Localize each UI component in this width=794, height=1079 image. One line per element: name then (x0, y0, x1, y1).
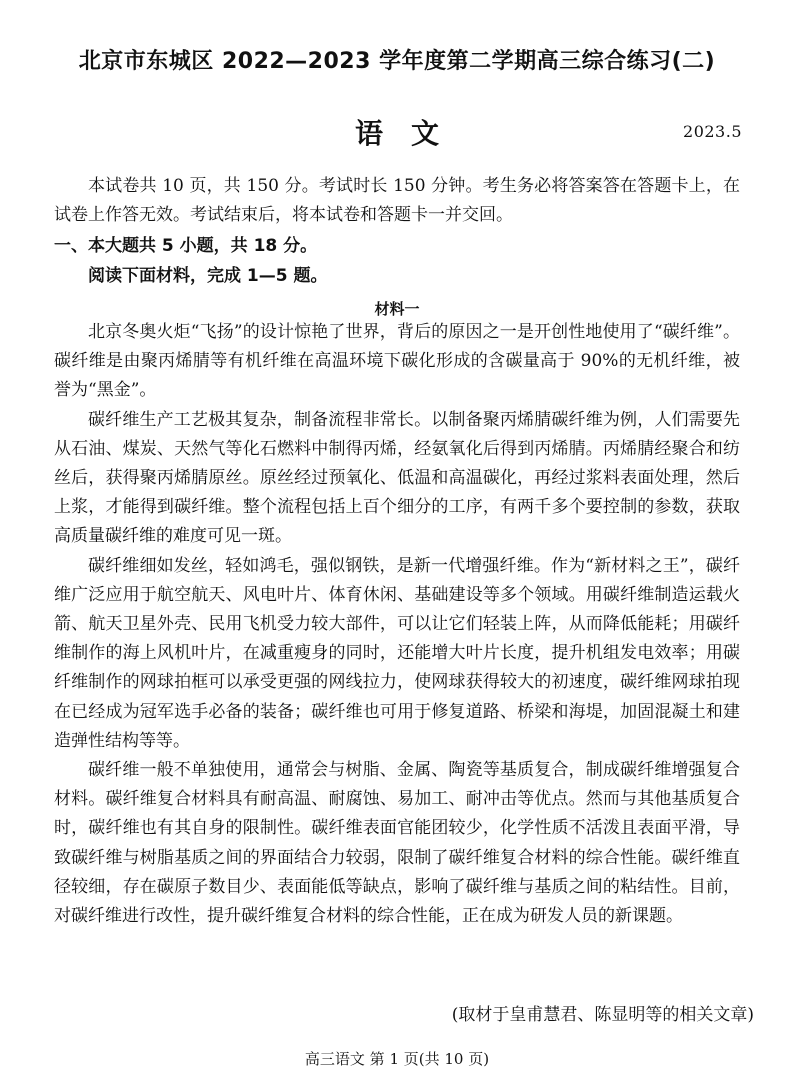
subject-title: 语文 (354, 117, 467, 150)
exam-date: 2023.5 (683, 122, 742, 141)
page-footer: 高三语文 第 1 页(共 10 页) (304, 1050, 490, 1068)
paragraph-4: 碳纤维一般不单独使用，通常会与树脂、金属、陶瓷等基质复合，制成碳纤维增强复合材料。碳纤维复合材料具有耐高温、耐腐蚀、易加工、耐冲击等优点。然而与其他基质复合时，碳纤维也有其自身的限制性。碳纤维表面官能团较少，化学性质不活泼且表面平滑，导致碳纤维与树脂基质之间的界面结合力较弱，限制了碳纤维复合材料的综合性能。碳纤维直径较细，存在碳原子数目少、表面能低等缺点，影响了碳纤维与基质之间的粘结性。目前，对碳纤维进行改性，提升碳纤维复合材料的综合性能，正在成为研发人员的新课题。 (54, 760, 740, 927)
material-body (54, 318, 740, 931)
section-directive: 阅读下面材料，完成 1—5 题。 (88, 266, 328, 286)
exam-title: 北京市东城区 2022—2023 学年度第二学期高三综合练习(二) (78, 49, 716, 74)
paragraph-3: 碳纤维细如发丝，轻如鸿毛，强似钢铁，是新一代增强纤维。作为“新材料之王”，碳纤维广泛应用于航空航天、风电叶片、体育休闲、基础建设等多个领域。用碳纤维制造运载火箭、航天卫星外壳、民用飞机受力较大部件，可以让它们轻装上阵，从而降低能耗；用碳纤维制作的海上风机叶片，在减重瘦身的同时，还能增大叶片长度，提升机组发电效率；用碳纤维制作的网球拍框可以承受更强的网线拉力，使网球获得较大的初速度，碳纤维网球拍现在已经成为冠军选手必备的装备；碳纤维也可用于修复道路、桥梁和海堤，加固混凝土和建造弹性结构等等。 (54, 555, 740, 751)
paragraph-2: 碳纤维生产工艺极其复杂，制备流程非常长。以制备聚丙烯腈碳纤维为例，人们需要先从石油、煤炭、天然气等化石燃料中制得丙烯，经氨氧化后得到丙烯腈。丙烯腈经聚合和纺丝后，获得聚丙烯腈原丝。原丝经过预氧化、低温和高温碳化，再经过浆料表面处理，然后上浆，才能得到碳纤维。整个流程包括上百个细分的工序，有两千多个要控制的参数，获取高质量碳纤维的难度可见一斑。 (54, 409, 740, 547)
source-citation: (取材于皇甫慧君、陈显明等的相关文章) (451, 1005, 754, 1025)
section-heading: 一、本大题共 5 小题，共 18 分。 (54, 236, 318, 256)
instructions: 本试卷共 10 页，共 150 分。考试时长 150 分钟。考生务必将答案答在答题卡上，在试卷上作答无效。考试结束后，将本试卷和答题卡一并交回。 (54, 176, 740, 225)
paragraph-1: 北京冬奥火炬“飞扬”的设计惊艳了世界，背后的原因之一是开创性地使用了“碳纤维”。碳纤维是由聚丙烯腈等有机纤维在高温环境下碳化形成的含碳量高于 90%的无机纤维，被誉为“黑金”。 (54, 322, 740, 401)
material-title: 材料一 (374, 300, 420, 318)
